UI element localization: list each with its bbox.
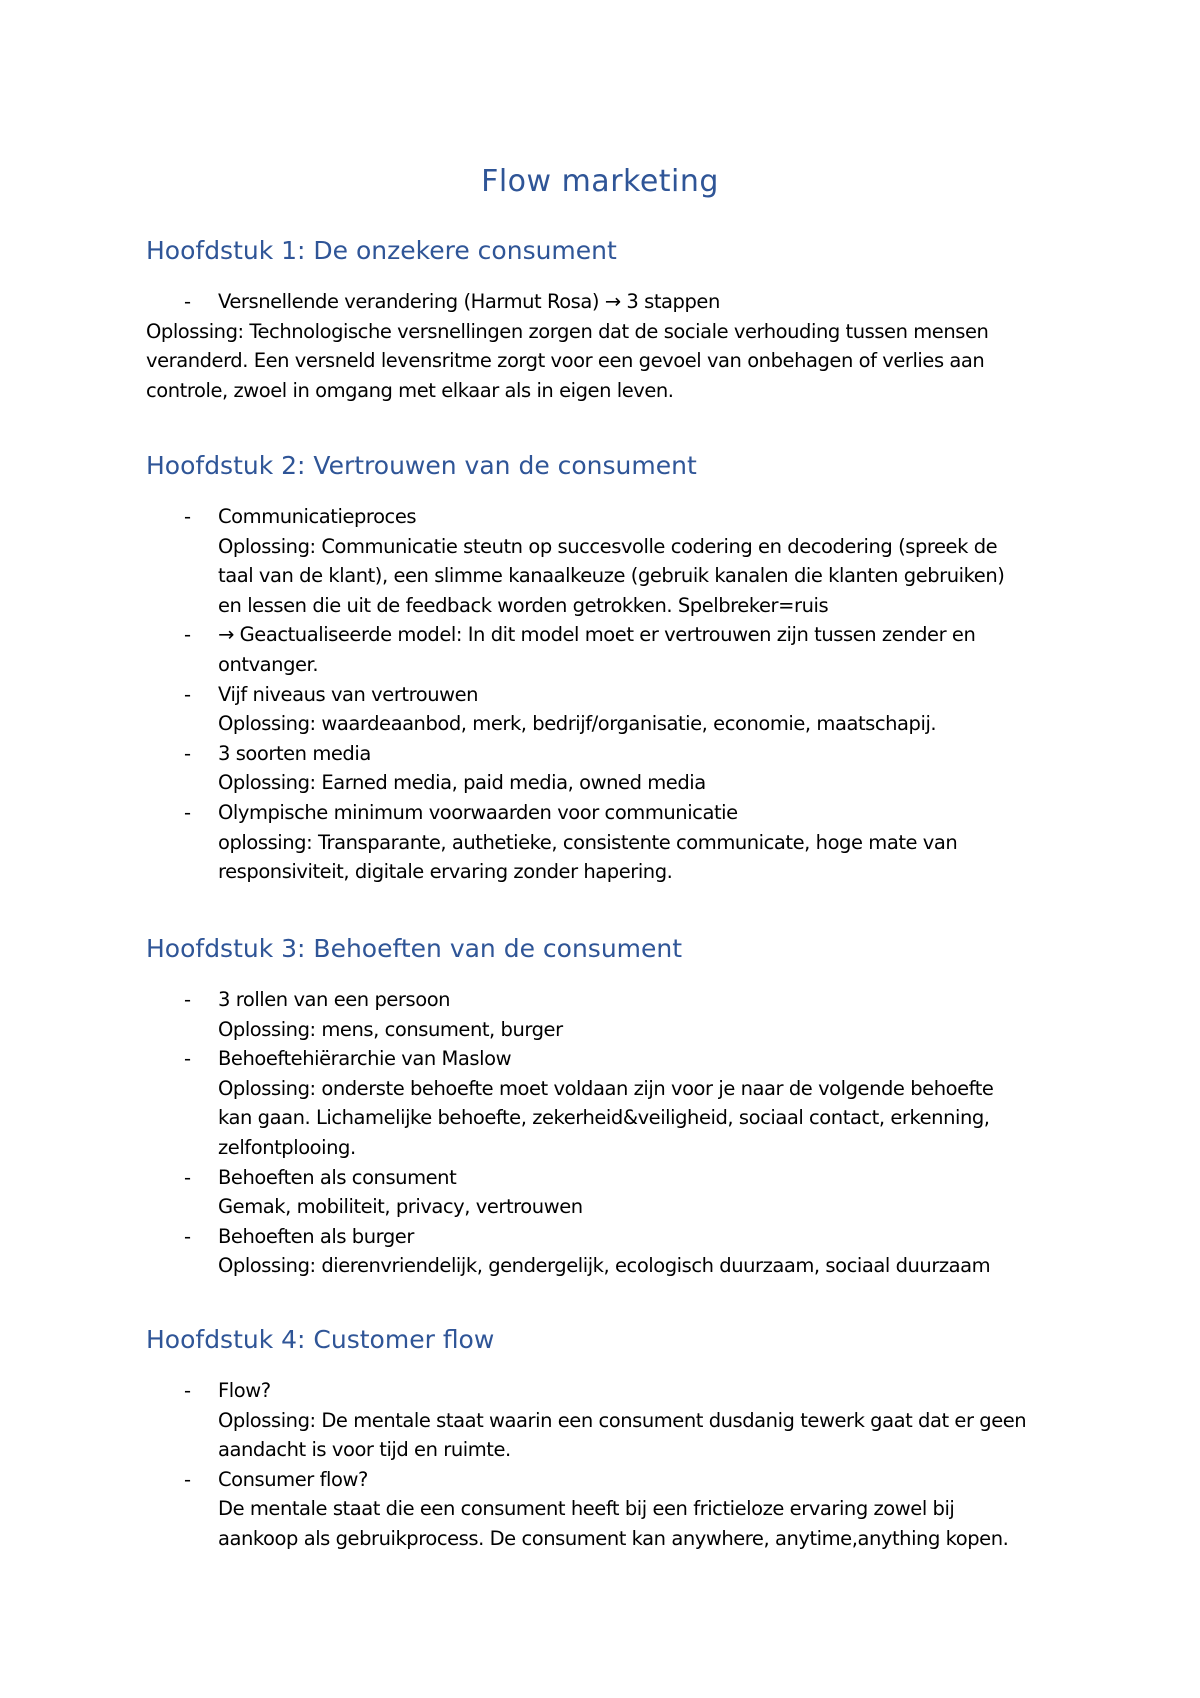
- chapter-1: [146, 234, 1066, 405]
- bullet-dash: -: [184, 1224, 191, 1248]
- bullet-dash: -: [184, 682, 191, 706]
- bullet-dash: -: [184, 623, 191, 647]
- bullet-dash: -: [184, 1165, 191, 1189]
- list-item: - Behoeftehiërarchie van Maslow Oplossing: onderste behoefte moet voldaan zijn voor je naar de volgende behoefte kan gaan. Lichamelijke behoefte, zekerheid&veiligheid, sociaal contact, erkenning, zelfontplooing.: [146, 1044, 1066, 1162]
- chapter-4: [146, 1323, 1066, 1554]
- paragraph-line: veranderd. Een versneld levensritme zorgt voor een gevoel van onbehagen of verlies aan: [146, 349, 985, 373]
- bullet-dash: -: [184, 1467, 191, 1491]
- document-title: Flow marketing: [481, 164, 719, 199]
- bullet-dash: -: [184, 505, 191, 528]
- chapter-list: [146, 502, 1066, 887]
- chapter-list: [146, 1376, 1066, 1554]
- bullet-dash: -: [184, 988, 191, 1011]
- list-item: - 3 soorten media Oplossing: Earned media, paid media, owned media: [146, 739, 1066, 798]
- bullet-dash: -: [184, 800, 191, 824]
- chapter-3: [146, 932, 1066, 1281]
- bullet-dash: -: [184, 1379, 191, 1402]
- bullet-dash: -: [184, 741, 191, 765]
- list-item: - Vijf niveaus van vertrouwen Oplossing: waardeaanbod, merk, bedrijf/organisatie, economie, maatschapij.: [146, 680, 1066, 739]
- list-item: - Behoeften als burger Oplossing: dierenvriendelijk, gendergelijk, ecologisch duurzaam, sociaal duurzaam: [146, 1222, 1066, 1281]
- list-item: - Olympische minimum voorwaarden voor communicatie oplossing: Transparante, authetieke, consistente communicate, hoge mate van responsiviteit, digitale ervaring zonder hapering.: [146, 798, 1066, 887]
- paragraph-line: Oplossing: Technologische versnellingen zorgen dat de sociale verhouding tussen mensen: [146, 319, 989, 343]
- bullet-dash: -: [184, 1047, 191, 1071]
- list-item: - → Geactualiseerde model: In dit model moet er vertrouwen zijn tussen zender en ontvanger.: [146, 620, 1066, 679]
- list-item: - Communicatieproces Oplossing: Communicatie steutn op succesvolle codering en decodering (spreek de taal van de klant), een slimme kanaalkeuze (gebruik kanalen die klanten gebruiken) en lessen die uit de feedback worden getrokken. Spelbreker=ruis: [146, 502, 1066, 620]
- chapter-2: [146, 449, 1066, 887]
- list-item: - Consumer flow? De mentale staat die een consument heeft bij een frictieloze ervaring zowel bij aankoop als gebruikprocess. De consument kan anywhere, anytime,anything kopen.: [146, 1465, 1066, 1554]
- chapter-list: [146, 287, 1066, 317]
- list-item: - Versnellende verandering (Harmut Rosa) → 3 stappen: [146, 287, 1066, 317]
- chapter-heading: Hoofdstuk 3: Behoeften van de consument: [146, 934, 683, 963]
- chapter-heading: Hoofdstuk 4: Customer flow: [146, 1325, 495, 1354]
- paragraph-line: controle, zwoel in omgang met elkaar als in eigen leven.: [146, 378, 674, 402]
- chapter-heading: Hoofdstuk 1: De onzekere consument: [146, 236, 617, 265]
- list-item: - Behoeften als consument Gemak, mobiliteit, privacy, vertrouwen: [146, 1163, 1066, 1222]
- chapter-list: [146, 985, 1066, 1281]
- list-item: - Flow? Oplossing: De mentale staat waarin een consument dusdanig tewerk gaat dat er geen aandacht is voor tijd en ruimte.: [146, 1376, 1066, 1465]
- list-item: - 3 rollen van een persoon Oplossing: mens, consument, burger: [146, 985, 1066, 1044]
- chapter-heading: Hoofdstuk 2: Vertrouwen van de consument: [146, 451, 697, 480]
- bullet-dash: -: [184, 290, 191, 313]
